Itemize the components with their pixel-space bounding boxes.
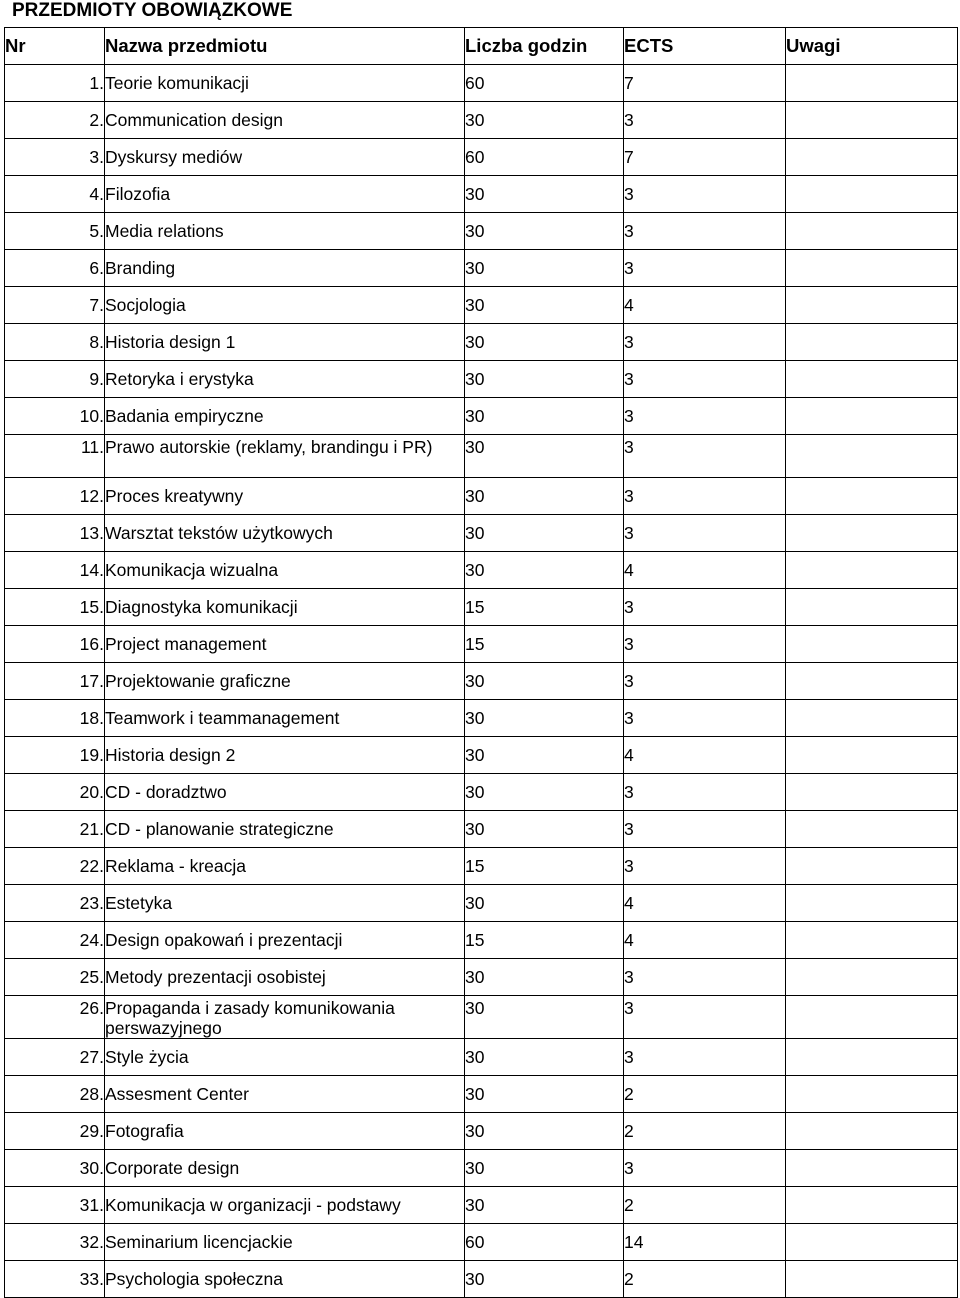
course-hours: 30 <box>465 996 624 1039</box>
course-ects: 3 <box>624 515 786 552</box>
course-ects: 2 <box>624 1076 786 1113</box>
column-header-name: Nazwa przedmiotu <box>105 28 465 65</box>
row-number: 30. <box>5 1150 105 1187</box>
course-notes <box>786 478 958 515</box>
course-name: Design opakowań i prezentacji <box>105 922 465 959</box>
course-hours: 30 <box>465 959 624 996</box>
course-notes <box>786 398 958 435</box>
course-notes <box>786 361 958 398</box>
course-notes <box>786 1261 958 1298</box>
course-hours: 30 <box>465 213 624 250</box>
column-header-hours: Liczba godzin <box>465 28 624 65</box>
course-notes <box>786 589 958 626</box>
table-row <box>5 213 958 250</box>
course-ects: 3 <box>624 398 786 435</box>
row-number: 25. <box>5 959 105 996</box>
row-number: 33. <box>5 1261 105 1298</box>
course-ects: 2 <box>624 1113 786 1150</box>
table-row <box>5 361 958 398</box>
column-header-ects: ECTS <box>624 28 786 65</box>
course-hours: 30 <box>465 700 624 737</box>
table-row <box>5 959 958 996</box>
table-row <box>5 626 958 663</box>
course-name: Dyskursy mediów <box>105 139 465 176</box>
row-number: 4. <box>5 176 105 213</box>
course-name: Prawo autorskie (reklamy, brandingu i PR) <box>105 435 465 478</box>
course-ects: 3 <box>624 176 786 213</box>
course-hours: 30 <box>465 1039 624 1076</box>
row-number: 23. <box>5 885 105 922</box>
course-notes <box>786 287 958 324</box>
course-name: Reklama - kreacja <box>105 848 465 885</box>
course-hours: 30 <box>465 774 624 811</box>
course-notes <box>786 922 958 959</box>
table-row <box>5 663 958 700</box>
course-name: Historia design 1 <box>105 324 465 361</box>
course-notes <box>786 959 958 996</box>
course-name: Komunikacja w organizacji - podstawy <box>105 1187 465 1224</box>
course-ects: 3 <box>624 700 786 737</box>
course-name: Teorie komunikacji <box>105 65 465 102</box>
course-notes <box>786 1187 958 1224</box>
course-hours: 30 <box>465 478 624 515</box>
course-ects: 14 <box>624 1224 786 1261</box>
course-name: Branding <box>105 250 465 287</box>
row-number: 13. <box>5 515 105 552</box>
course-hours: 15 <box>465 589 624 626</box>
course-hours: 30 <box>465 737 624 774</box>
course-ects: 3 <box>624 589 786 626</box>
course-hours: 15 <box>465 922 624 959</box>
course-notes <box>786 1224 958 1261</box>
courses-table <box>4 27 958 1298</box>
table-row <box>5 435 958 478</box>
row-number: 12. <box>5 478 105 515</box>
row-number: 21. <box>5 811 105 848</box>
course-name: Warsztat tekstów użytkowych <box>105 515 465 552</box>
table-row <box>5 398 958 435</box>
course-notes <box>786 663 958 700</box>
course-name: Style życia <box>105 1039 465 1076</box>
course-ects: 4 <box>624 885 786 922</box>
course-name: Projektowanie graficzne <box>105 663 465 700</box>
course-notes <box>786 102 958 139</box>
course-name: Metody prezentacji osobistej <box>105 959 465 996</box>
course-ects: 3 <box>624 102 786 139</box>
course-name: CD - doradztwo <box>105 774 465 811</box>
course-notes <box>786 324 958 361</box>
course-ects: 3 <box>624 324 786 361</box>
row-number: 6. <box>5 250 105 287</box>
section-title: PRZEDMIOTY OBOWIĄZKOWE <box>12 0 293 21</box>
row-number: 20. <box>5 774 105 811</box>
row-number: 31. <box>5 1187 105 1224</box>
row-number: 28. <box>5 1076 105 1113</box>
course-hours: 30 <box>465 1187 624 1224</box>
table-row <box>5 922 958 959</box>
course-name: Assesment Center <box>105 1076 465 1113</box>
course-name: Badania empiryczne <box>105 398 465 435</box>
course-ects: 4 <box>624 737 786 774</box>
course-name: Propaganda i zasady komunikowania perswazyjnego <box>105 996 465 1039</box>
table-row <box>5 1187 958 1224</box>
course-name: Estetyka <box>105 885 465 922</box>
course-ects: 3 <box>624 361 786 398</box>
course-hours: 30 <box>465 176 624 213</box>
course-notes <box>786 552 958 589</box>
row-number: 29. <box>5 1113 105 1150</box>
course-notes <box>786 885 958 922</box>
row-number: 22. <box>5 848 105 885</box>
course-ects: 3 <box>624 1150 786 1187</box>
course-name: CD - planowanie strategiczne <box>105 811 465 848</box>
table-row <box>5 1261 958 1298</box>
course-hours: 30 <box>465 361 624 398</box>
course-name: Seminarium licencjackie <box>105 1224 465 1261</box>
table-row <box>5 102 958 139</box>
course-name: Proces kreatywny <box>105 478 465 515</box>
table-row <box>5 287 958 324</box>
course-ects: 7 <box>624 139 786 176</box>
course-name: Filozofia <box>105 176 465 213</box>
course-hours: 30 <box>465 811 624 848</box>
course-hours: 60 <box>465 139 624 176</box>
row-number: 26. <box>5 996 105 1039</box>
table-row <box>5 737 958 774</box>
course-name: Retoryka i erystyka <box>105 361 465 398</box>
course-name: Fotografia <box>105 1113 465 1150</box>
course-notes <box>786 213 958 250</box>
table-row <box>5 1076 958 1113</box>
course-ects: 3 <box>624 626 786 663</box>
course-notes <box>786 435 958 478</box>
course-hours: 60 <box>465 1224 624 1261</box>
course-notes <box>786 65 958 102</box>
table-row <box>5 1150 958 1187</box>
table-row <box>5 1113 958 1150</box>
course-notes <box>786 139 958 176</box>
course-ects: 3 <box>624 250 786 287</box>
course-name: Socjologia <box>105 287 465 324</box>
course-hours: 30 <box>465 102 624 139</box>
course-ects: 4 <box>624 922 786 959</box>
course-hours: 30 <box>465 1150 624 1187</box>
table-row <box>5 176 958 213</box>
course-hours: 30 <box>465 435 624 478</box>
row-number: 3. <box>5 139 105 176</box>
course-name: Historia design 2 <box>105 737 465 774</box>
course-name: Diagnostyka komunikacji <box>105 589 465 626</box>
course-hours: 30 <box>465 287 624 324</box>
course-notes <box>786 774 958 811</box>
table-row <box>5 700 958 737</box>
course-notes <box>786 1113 958 1150</box>
table-row <box>5 139 958 176</box>
table-row <box>5 515 958 552</box>
table-row <box>5 996 958 1039</box>
row-number: 9. <box>5 361 105 398</box>
row-number: 10. <box>5 398 105 435</box>
course-notes <box>786 1150 958 1187</box>
course-hours: 60 <box>465 65 624 102</box>
table-row <box>5 324 958 361</box>
row-number: 8. <box>5 324 105 361</box>
course-hours: 30 <box>465 515 624 552</box>
course-ects: 2 <box>624 1187 786 1224</box>
course-ects: 3 <box>624 1039 786 1076</box>
course-name: Media relations <box>105 213 465 250</box>
row-number: 5. <box>5 213 105 250</box>
course-notes <box>786 811 958 848</box>
course-notes <box>786 848 958 885</box>
row-number: 16. <box>5 626 105 663</box>
course-notes <box>786 1076 958 1113</box>
table-row <box>5 478 958 515</box>
course-ects: 3 <box>624 774 786 811</box>
course-ects: 3 <box>624 996 786 1039</box>
table-row <box>5 250 958 287</box>
course-notes <box>786 176 958 213</box>
table-row <box>5 811 958 848</box>
course-notes <box>786 737 958 774</box>
column-header-notes: Uwagi <box>786 28 958 65</box>
course-notes <box>786 626 958 663</box>
course-ects: 3 <box>624 663 786 700</box>
course-name: Communication design <box>105 102 465 139</box>
column-header-nr: Nr <box>5 28 105 65</box>
course-hours: 30 <box>465 663 624 700</box>
table-row <box>5 1224 958 1261</box>
table-row <box>5 552 958 589</box>
course-hours: 30 <box>465 1113 624 1150</box>
course-hours: 30 <box>465 398 624 435</box>
course-ects: 2 <box>624 1261 786 1298</box>
course-ects: 3 <box>624 213 786 250</box>
course-name: Project management <box>105 626 465 663</box>
course-name: Corporate design <box>105 1150 465 1187</box>
course-name: Teamwork i teammanagement <box>105 700 465 737</box>
table-row <box>5 589 958 626</box>
course-ects: 3 <box>624 478 786 515</box>
course-hours: 15 <box>465 626 624 663</box>
course-hours: 30 <box>465 250 624 287</box>
table-row <box>5 885 958 922</box>
course-ects: 4 <box>624 552 786 589</box>
course-name: Psychologia społeczna <box>105 1261 465 1298</box>
table-header-row <box>5 28 958 65</box>
row-number: 14. <box>5 552 105 589</box>
course-ects: 3 <box>624 811 786 848</box>
row-number: 15. <box>5 589 105 626</box>
course-name: Komunikacja wizualna <box>105 552 465 589</box>
row-number: 17. <box>5 663 105 700</box>
course-notes <box>786 250 958 287</box>
row-number: 18. <box>5 700 105 737</box>
row-number: 2. <box>5 102 105 139</box>
row-number: 24. <box>5 922 105 959</box>
course-hours: 30 <box>465 1261 624 1298</box>
course-notes <box>786 1039 958 1076</box>
table-body <box>5 65 958 1298</box>
course-ects: 3 <box>624 959 786 996</box>
course-hours: 30 <box>465 1076 624 1113</box>
course-hours: 30 <box>465 324 624 361</box>
table-row <box>5 848 958 885</box>
course-ects: 4 <box>624 287 786 324</box>
table-row <box>5 65 958 102</box>
table-row <box>5 1039 958 1076</box>
course-notes <box>786 700 958 737</box>
table-row <box>5 774 958 811</box>
row-number: 27. <box>5 1039 105 1076</box>
course-notes <box>786 996 958 1039</box>
course-hours: 30 <box>465 552 624 589</box>
row-number: 11. <box>5 435 105 478</box>
course-hours: 15 <box>465 848 624 885</box>
row-number: 1. <box>5 65 105 102</box>
course-ects: 3 <box>624 848 786 885</box>
row-number: 19. <box>5 737 105 774</box>
row-number: 7. <box>5 287 105 324</box>
row-number: 32. <box>5 1224 105 1261</box>
course-notes <box>786 515 958 552</box>
course-hours: 30 <box>465 885 624 922</box>
course-ects: 7 <box>624 65 786 102</box>
course-ects: 3 <box>624 435 786 478</box>
